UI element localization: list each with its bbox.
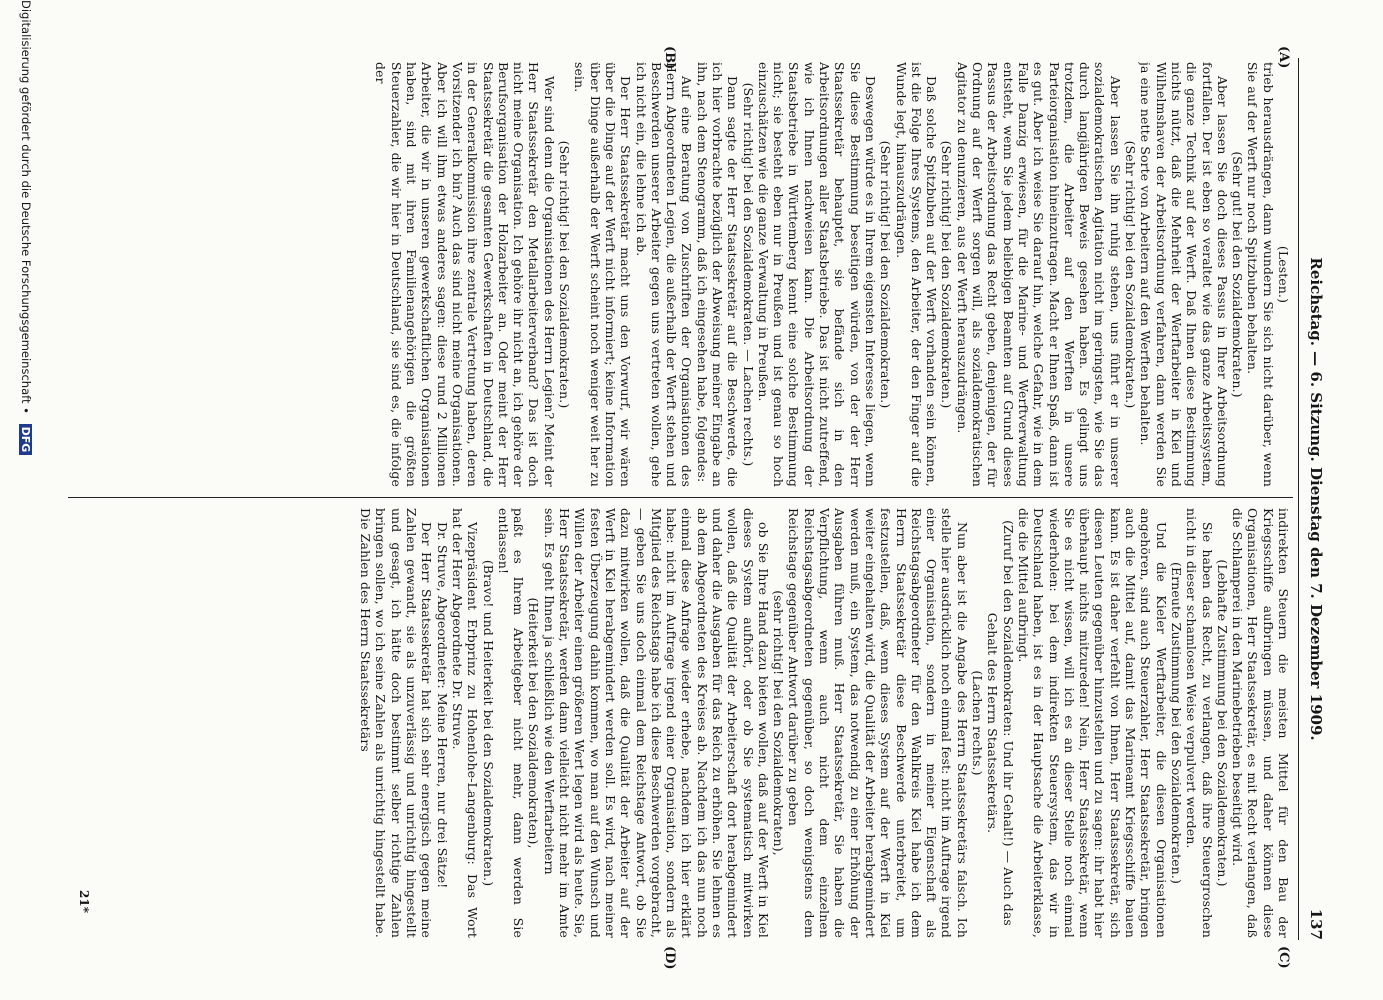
page-number: 137	[1307, 908, 1325, 940]
paragraph: Deswegen würde es in Ihrem eigensten Interesse liegen, wenn Sie diese Bestimmung beseitigen würden, von der der Herr Staatssekretär behauptet, sie befände sich in den Arbeitsordnungen aller Staatsbetriebe. Das ist nicht zutreffend, wie ich Ihnen nachweisen kann. Die Arbeitsordnung der Staatsbetriebe in Württemberg kennt eine solche Bestimmung nicht; sie besteht eben nur in Preußen und ist genau so hoch einzuschätzen wie die ganze Verwaltung in Preußen.	[755, 62, 878, 487]
margin-mark-b: (B)	[662, 46, 677, 70]
paragraph: trieb herausdrängen, dann wundern Sie sich nicht darüber, wenn Sie auf der Werft nur noch Spitzbuben behalten.	[1245, 62, 1276, 487]
interjection: (Heiterkeit bei den Sozialdemokraten),	[526, 597, 542, 849]
interjection: (Sehr richtig! bei den Sozialdemokraten.)	[878, 140, 894, 409]
interjection: (Sehr richtig! bei den Sozialdemokraten.)	[557, 140, 573, 409]
interjection: (Zuruf bei den Sozialdemokraten: Und ihr Gehalt!) — Auch das Gehalt des Herrn Staatssekretärs.	[985, 520, 1016, 926]
paragraph: ob Sie Ihre Hand dazu bieten wollen, daß auf der Werft in Kiel dieses System aufhört, oder ob Sie systematisch mitwirken wollen, daß die Qualität der Arbeiterschaft dort herabgemindert und daher die Ausgaben für das Reich zu erhöhen. Sie lehnen es ab dem Abgeordneten des Kreises ab. Nachdem ich das nun noch einmal diese Anfrage wieder erhebe, nachdem ich hier erklärt habe: nicht im Auftrage irgend einer Organisation, sondern als Mitglied des Reichstags habe ich diese Beschwerden vorgebracht, — geben Sie uns doch einmal dem Reichstage Antwort, ob Sie dazu mitwirken wollen, daß die Qualität der Arbeiter auf der Werft in Kiel herabgemindert werden soll. Es wird, nach meiner festen Überzeugung dahin kommen, wo man auf den Wunsch und Willen der Arbeiter einen größeren Wert legen wird als heute. Sie, Herr Staatssekretär, werden dann vielleicht nicht mehr im Amte sein. Es geht Ihnen ja schließlich wie den Werftarbeitern	[541, 508, 771, 938]
paragraph: paßt es Ihrem Arbeitgeber nicht mehr, dann werden Sie entlassen!	[495, 508, 527, 938]
interjection: (Sehr gut! bei den Sozialdemokraten.)	[1230, 151, 1246, 398]
paragraph: indirekten Steuern die meisten Mittel für den Bau der Kriegsschiffe aufbringen müssen, und daher können diese Organisationen, Herr Staatssekretär, es mit Recht verlangen, daß die Schlamperei in den Marinebetrieben beseitigt wird.	[1230, 508, 1291, 938]
interjection: (Lachen rechts.)	[970, 670, 986, 776]
page-header	[1303, 58, 1325, 940]
margin-mark-c: (C)	[1276, 946, 1291, 969]
paragraph: Sie haben das Recht, zu verlangen, daß ihre Steuergroschen nicht in dieser schamlosen Weise verpulvert werden.	[1184, 508, 1215, 938]
interjection: (Sehr richtig! bei den Sozialdemokraten.)	[1123, 140, 1139, 409]
interjection: (Bravo! und Heiterkeit bei den Sozialdemokraten.)	[480, 559, 496, 887]
running-title: Reichstag. — 6. Sitzung. Dienstag den 7. Dezember 1909.	[1307, 257, 1325, 741]
paragraph: Und die Kieler Werftarbeiter, die diesen Organisationen angehören, sind auch Steuerzahler, Herr Staatssekretär, bringen auch die Mittel auf, damit das Marineamt Kriegsschiffe bauen kann. Es ist daher verfehlt von Ihnen, Herr Staatssekretär, sich diesen Leuten gegenüber hinzustellen und zu sagen: ihr habt hier überhaupt nichts mitzureden! Nein, Herr Staatssekretär, wenn Sie es nicht wissen, will ich es an dieser Stelle noch einmal wiederholen: bei dem indirekten Steuersystem, das wir in Deutschland haben, ist es in der Hauptsache die Arbeiterklasse, die die Mittel aufbringt.	[1015, 508, 1169, 938]
paragraph: Der Herr Staatssekretär macht uns den Vorwurf, wir wären über die Dinge auf der Werft nicht informiert; keine Information über Dinge außerhalb der Werft scheint noch weniger weit her zu sein.	[572, 62, 634, 487]
left-text-column	[66, 62, 1291, 487]
paragraph: Aber lassen Sie doch dieses Passus in Ihrer Arbeitsordnung fortfallen. Der ist eben so veraltet wie das ganze Arbeitssystem, die ganze Technik auf der Werft. Daß Ihnen diese Bestimmung nichts nützt, daß die Mehrheit der Werftarbeiter in Kiel und Wilhelmshaven der Arbeitsordnung verfahren, dann werden Sie ja eine nette Sorte von Arbeitern auf den Werften behalten.	[1138, 62, 1230, 487]
paragraph: Wer sind denn die Organisationen des Herrn Legien? Meint der Herr Staatssekretär den Metallarbeiterverband? Das ist doch nicht meine Organisation. Ich gehöre ihr nicht an, ich gehöre der Berufsorganisation der Holzarbeiter an. Oder meint der Herr Staatssekretär die gesamten Gewerkschaften in Deutschland, die in der Generalkommission ihre zentrale Vertretung haben, deren Vorsitzender ich bin? Auch das sind nicht meine Organisationen. Aber ich will ihm etwas anderes sagen: diese rund 2 Millionen Arbeiter, die wir in unseren gewerkschaftlichen Organisationen haben, sind mit ihren Familienangehörigen die größten Steuerzahler, die wir hier in Deutschland, sie sind es, die infolge der	[373, 62, 557, 487]
footer-credit: Digitalisierung gefördert durch die Deutsche Forschungsgemeinschaft •	[19, 0, 33, 414]
interjection: (Erneute Zustimmung bei den Sozialdemokraten.)	[1168, 562, 1184, 884]
signature-mark: 21*	[77, 890, 91, 913]
interjection: (Sehr richtig! bei den Sozialdemokraten. — Lachen rechts.)	[740, 82, 756, 467]
margin-mark-d: (D)	[662, 946, 677, 970]
column-divider	[68, 497, 1293, 498]
paragraph: Auf eine Beratung von Zuschriften der Organisationen des Herrn Abgeordneten Legien, die außerhalb der Werft stehen und Beschwerden unserer Arbeiter gegen uns vertreten wollen, gehe ich nicht ein, die lehne ich ab.	[633, 62, 695, 487]
paragraph: Dann sagte der Herr Staatssekretär auf die Beschwerde, die ich hier vorbrachte bezüglich der Abweisung meiner Eingabe an ihn, nach dem Stenogramm, daß ich eingesehen habe, folgendes:	[694, 62, 741, 487]
right-text-column	[66, 508, 1291, 938]
paragraph: Daß solche Spitzbuben auf der Werft vorhanden sein können, ist die Folge Ihres Systems, den Arbeiter, der den Finger auf die Wunde legt, hinauszudrängen.	[893, 62, 940, 487]
interjection: (sehr richtig! bei den Sozialdemokraten),	[771, 590, 787, 856]
margin-mark-a: (A)	[1276, 46, 1291, 69]
header-rule	[1298, 58, 1299, 940]
interjection: (Sehr richtig! bei den Sozialdemokraten.)	[939, 140, 955, 409]
paragraph: Dr. Struve, Abgeordneter: Meine Herren, nur drei Sätze!	[434, 522, 450, 889]
paragraph: Aber lassen Sie ihn ruhig stehen, uns führt er in unserer sozialdemokratischen Agitation nicht im geringsten, wie Sie das durch langjährigen Beweis gesehen haben. Es gelingt uns trotzdem, die Arbeiter auf den Werften in unsere Parteiorganisation hineinzutragen. Macht er Ihnen Spaß, dann ist es gut. Aber ich weise Sie darauf hin, welche Gefahr, wie in dem Falle Danzig erwiesen, für die Marine- und Werftverwaltung entsteht, wenn Sie jedem beliebigen Beamten auf Grund dieses Passus der Arbeitsordnung das Recht geben, denjenigen, der für Ordnung auf der Werft sorgen will, als sozialdemokratischen Agitator zu denunzieren, aus der Werft herauszudrängen.	[954, 62, 1123, 487]
paragraph: Nun aber ist die Angabe des Herrn Staatssekretärs falsch. Ich stelle hier ausdrücklich noch einmal fest: nicht im Auftrage irgend einer Organisation, sondern in meiner Eigenschaft als Reichstagsabgeordneter für den Wahlkreis Kiel habe ich dem Herrn Staatssekretär diese Beschwerde unterbreitet, um festzustellen, daß, wenn dieses System auf der Werft in Kiel weiter eingehalten wird, die Qualität der Arbeiter herabgemindert werden muß, ein System, das notwendig zu einer Erhöhung der Ausgaben führen muß. Herr Staatssekretär, Sie haben die Verpflichtung, wenn auch nicht dem einzelnen Reichstagsabgeordneten gegenüber, so doch wenigstens dem Reichstage gegenüber Antwort darüber zu geben	[786, 508, 970, 938]
interjection: (Lebhafte Zustimmung bei den Sozialdemokraten.)	[1214, 559, 1230, 887]
paragraph: Vizepräsident Erbprinz zu Hohenlohe-Langenburg: Das Wort hat der Herr Abgeordnete Dr. Struve.	[449, 508, 481, 938]
footer	[9, 0, 33, 1000]
interjection: (Lesten.)	[1276, 245, 1291, 304]
dfg-logo: DFG	[19, 424, 32, 456]
paragraph: Der Herr Staatssekretär hat sich sehr energisch gegen meine Zahlen gewandt, sie als unzuverlässig und unrichtig hingestellt und gesagt, ich hätte doch bestimmt selber richtige Zahlen bringen sollen, wo ich seine Zahlen als unrichtig hingestellt habe. Die Zahlen des Herrn Staatssekretärs	[358, 508, 435, 938]
